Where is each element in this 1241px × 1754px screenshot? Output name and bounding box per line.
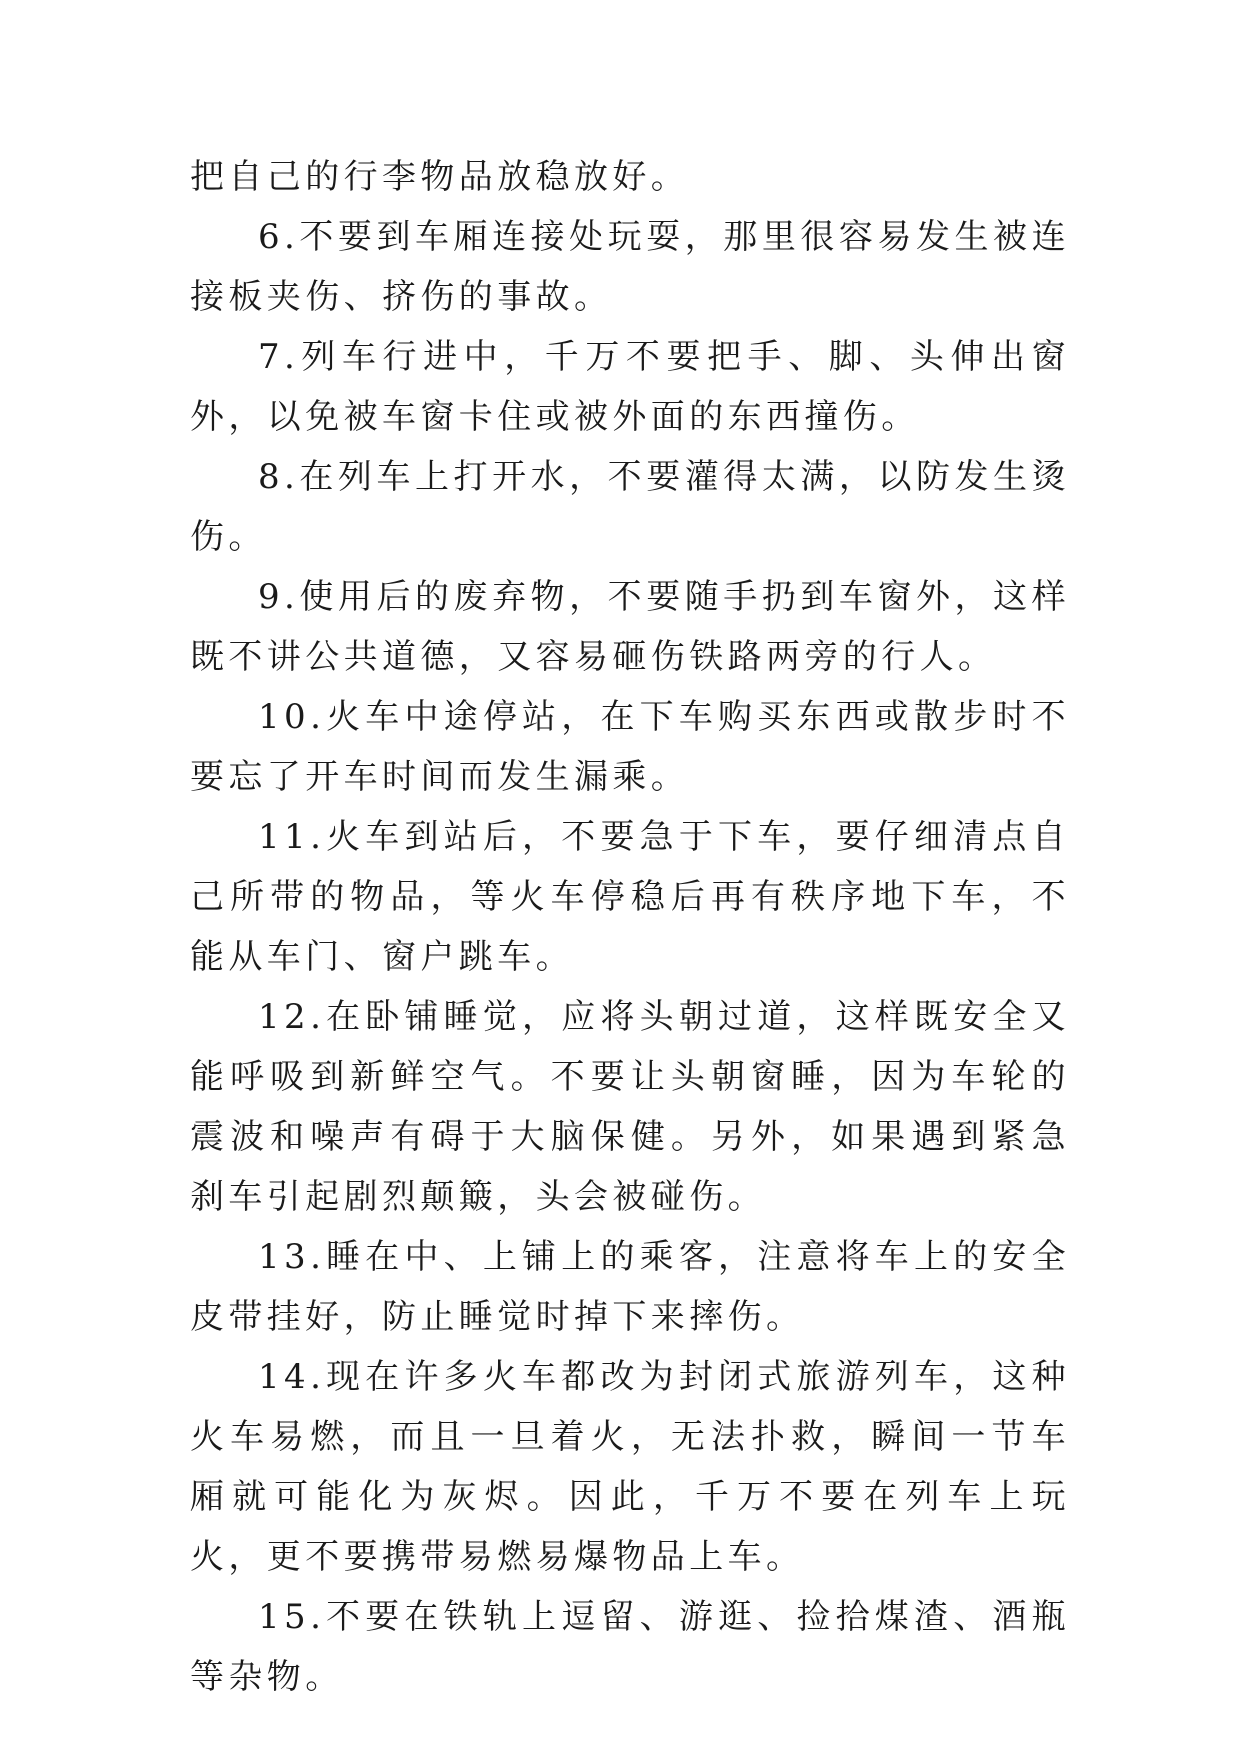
paragraph-continuation: 把自己的行李物品放稳放好。 [190, 157, 690, 197]
paragraph-item-8: 8.在列车上打开水，不要灌得太满，以防发生烫伤。 [190, 457, 1070, 557]
paragraph-item-7: 7.列车行进中，千万不要把手、脚、头伸出窗外，以免被车窗卡住或被外面的东西撞伤。 [190, 337, 1070, 437]
paragraph-item-13: 13.睡在中、上铺上的乘客，注意将车上的安全皮带挂好，防止睡觉时掉下来摔伤。 [190, 1237, 1070, 1337]
paragraph-item-10: 10.火车中途停站，在下车购买东西或散步时不要忘了开车时间而发生漏乘。 [190, 697, 1070, 797]
paragraph-item-9: 9.使用后的废弃物，不要随手扔到车窗外，这样既不讲公共道德，又容易砸伤铁路两旁的行人。 [190, 577, 1070, 677]
paragraph-item-14: 14.现在许多火车都改为封闭式旅游列车，这种火车易燃，而且一旦着火，无法扑救，瞬间一节车厢就可能化为灰烬。因此，千万不要在列车上玩火，更不要携带易燃易爆物品上车。 [190, 1357, 1070, 1577]
paragraph-item-6: 6.不要到车厢连接处玩耍，那里很容易发生被连接板夹伤、挤伤的事故。 [190, 217, 1070, 317]
paragraph-item-12: 12.在卧铺睡觉，应将头朝过道，这样既安全又能呼吸到新鲜空气。不要让头朝窗睡，因为车轮的震波和噪声有碍于大脑保健。另外，如果遇到紧急刹车引起剧烈颠簸，头会被碰伤。 [190, 997, 1070, 1217]
paragraph-item-11: 11.火车到站后，不要急于下车，要仔细清点自己所带的物品，等火车停稳后再有秩序地下车，不能从车门、窗户跳车。 [190, 817, 1070, 977]
paragraph-item-15: 15.不要在铁轨上逗留、游逛、捡拾煤渣、酒瓶等杂物。 [190, 1597, 1070, 1697]
document-body [190, 147, 1070, 1707]
